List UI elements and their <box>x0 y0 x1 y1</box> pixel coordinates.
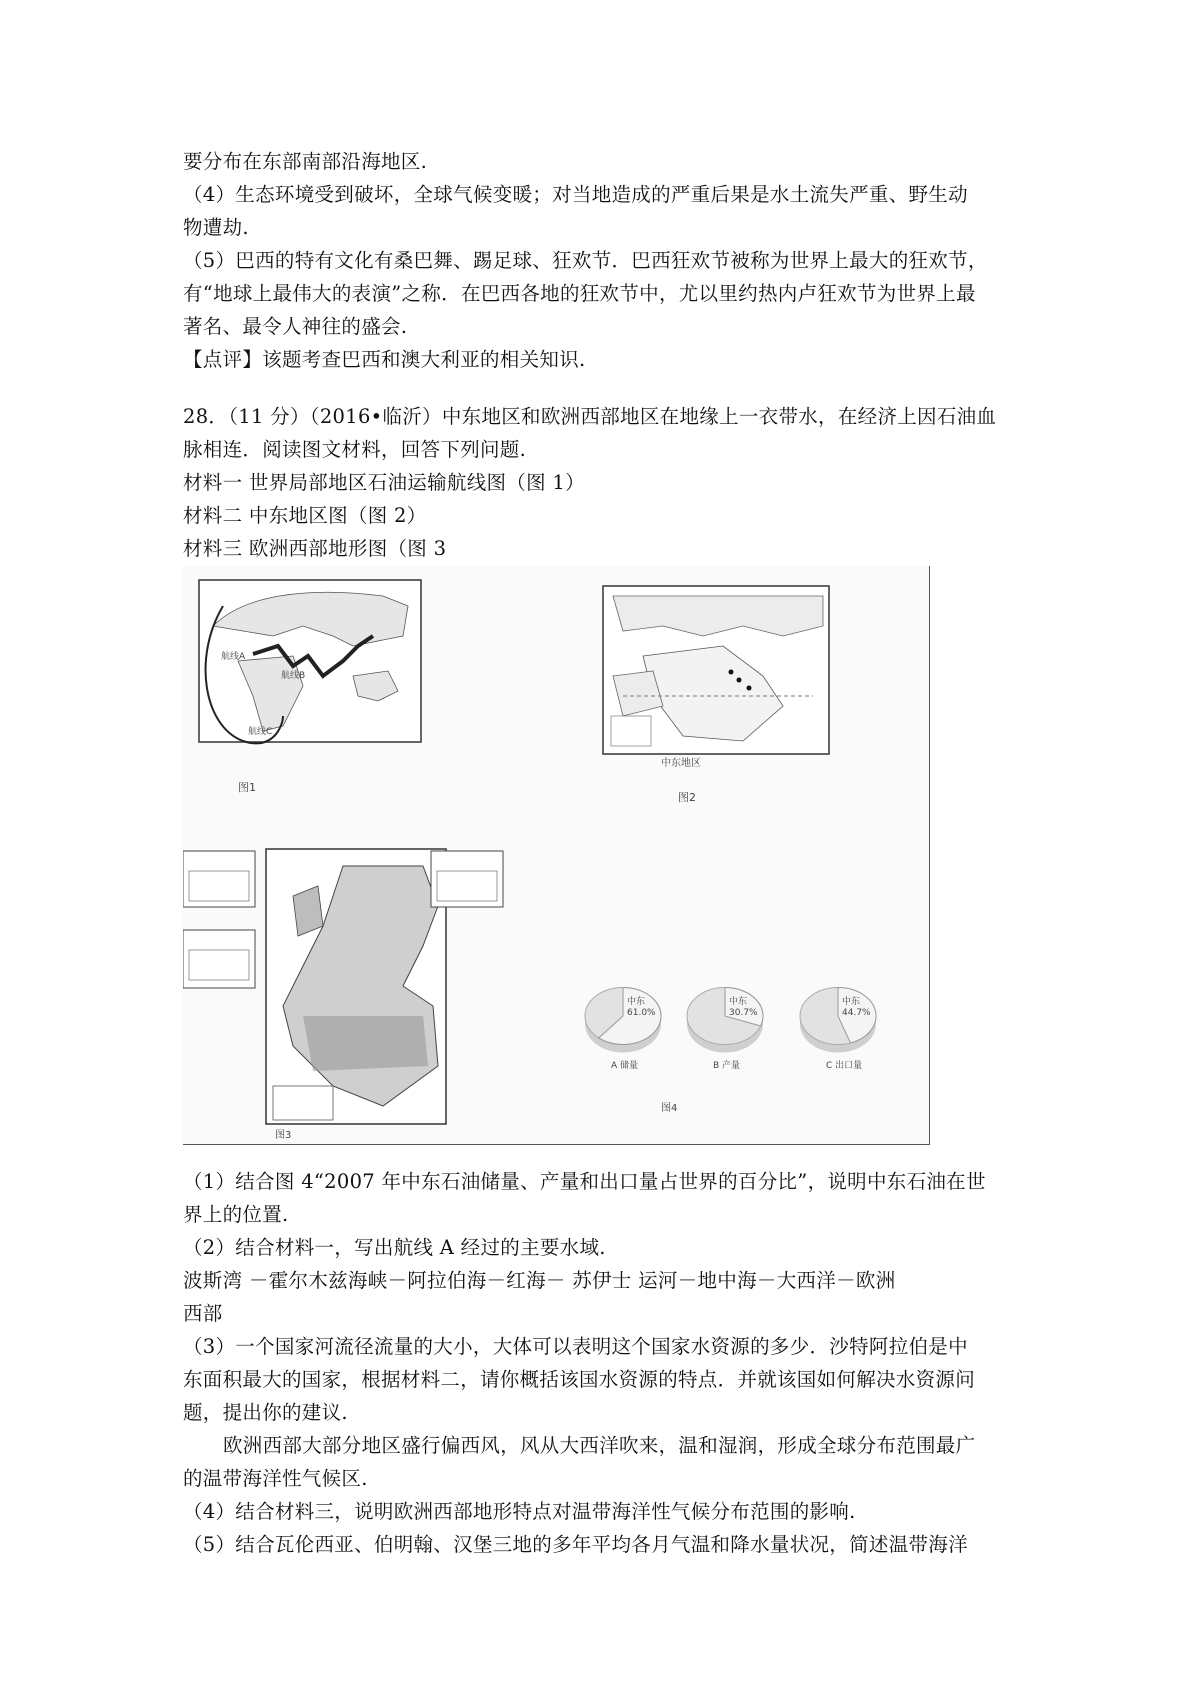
material-1: 材料一 世界局部地区石油运输航线图（图 1） <box>183 471 585 494</box>
pie-value-label: 30.7% <box>729 1008 758 1018</box>
q3-text: 东面积最大的国家，根据材料二，请你概括该国水资源的特点．并就该国如何解决水资源问 <box>183 1368 976 1391</box>
pie-1 <box>687 988 763 1072</box>
text-line: 物遭劫. <box>183 216 249 239</box>
q2-answer: 西部 <box>183 1302 223 1325</box>
fig1-route-map <box>199 580 421 794</box>
question-stem: 脉相连．阅读图文材料，回答下列问题. <box>183 438 527 461</box>
review-line: 【点评】该题考查巴西和澳大利亚的相关知识. <box>183 348 586 371</box>
fig4-pie-charts <box>585 988 876 1072</box>
route-b-label: 航线B <box>281 671 306 681</box>
text-line: 要分布在东部南部沿海地区. <box>183 150 428 173</box>
q2-text: （2）结合材料一，写出航线 A 经过的主要水域. <box>183 1236 606 1259</box>
q2-answer: 波斯湾 －霍尔木兹海峡－阿拉伯海－红海－ 苏伊士 运河－地中海－大西洋－欧洲 <box>183 1269 896 1292</box>
fig2-title: 中东地区 <box>661 758 701 769</box>
pie-caption-label: C 出口量 <box>826 1061 863 1071</box>
figure-drawing <box>183 566 929 1144</box>
q4-text: （4）结合材料三，说明欧洲西部地形特点对温带海洋性气候分布范围的影响. <box>183 1500 856 1523</box>
question-stem: 28．（11 分）（2016•临沂）中东地区和欧洲西部地区在地缘上一衣带水，在经济上因石油血 <box>183 405 997 428</box>
q1-text: （1）结合图 4“2007 年中东石油储量、产量和出口量占世界的百分比”，说明中东石油在世 <box>183 1170 986 1193</box>
text-line: （5）巴西的特有文化有桑巴舞、踢足球、狂欢节．巴西狂欢节被称为世界上最大的狂欢节， <box>183 249 988 272</box>
pie-caption-label: B 产量 <box>713 1061 741 1071</box>
route-a-label: 航线A <box>221 652 246 662</box>
text-line: 有“地球上最伟大的表演”之称．在巴西各地的狂欢节中，尤以里约热内卢狂欢节为世界上最 <box>183 282 976 305</box>
paragraph-text: 的温带海洋性气候区. <box>183 1467 368 1490</box>
material-3: 材料三 欧洲西部地形图（图 3 <box>183 537 447 560</box>
q3-text: （3）一个国家河流径流量的大小，大体可以表明这个国家水资源的多少．沙特阿拉伯是中 <box>183 1335 968 1358</box>
fig4-caption: 图4 <box>661 1103 678 1114</box>
pie-region-label: 中东 <box>842 997 861 1007</box>
fig2-middle-east-map <box>603 586 829 804</box>
q5-text: （5）结合瓦伦西亚、伯明翰、汉堡三地的多年平均各月气温和降水量状况，简述温带海洋 <box>183 1533 968 1556</box>
fig3-europe-terrain <box>183 849 503 1141</box>
fig1-caption: 图1 <box>238 781 256 794</box>
q3-text: 题，提出你的建议. <box>183 1401 348 1424</box>
paragraph-text: 欧洲西部大部分地区盛行偏西风，风从大西洋吹来，温和湿润，形成全球分布范围最广 <box>223 1434 976 1457</box>
pie-2 <box>800 988 876 1072</box>
pie-0 <box>585 988 661 1072</box>
pie-region-label: 中东 <box>627 997 646 1007</box>
pie-value-label: 44.7% <box>842 1008 871 1018</box>
pie-region-label: 中东 <box>729 997 748 1007</box>
pie-caption-label: A 储量 <box>611 1061 639 1071</box>
text-line: （4）生态环境受到破坏，全球气候变暖；对当地造成的严重后果是水土流失严重、野生动 <box>183 183 968 206</box>
route-c-label: 航线C <box>248 727 273 737</box>
fig2-caption: 图2 <box>678 791 696 804</box>
q1-text: 界上的位置. <box>183 1203 289 1226</box>
pie-value-label: 61.0% <box>627 1008 656 1018</box>
materials-figure <box>183 566 930 1145</box>
material-2: 材料二 中东地区图（图 2） <box>183 504 427 527</box>
text-line: 著名、最令人神往的盛会. <box>183 315 408 338</box>
fig3-caption: 图3 <box>275 1130 292 1141</box>
